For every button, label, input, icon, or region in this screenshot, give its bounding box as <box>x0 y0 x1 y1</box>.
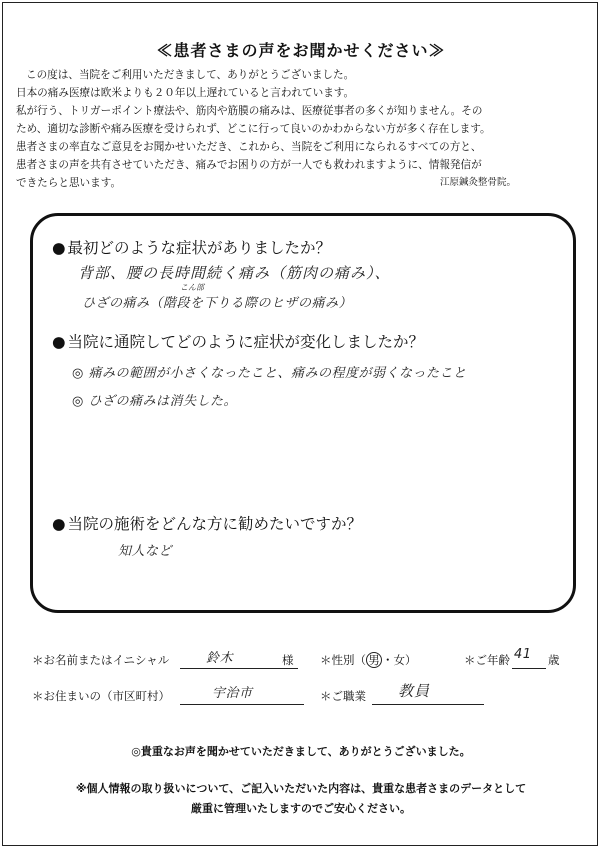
page-title: ≪患者さまの声をお聞かせください≫ <box>156 41 446 60</box>
gender-male-selected: 男 <box>366 652 382 668</box>
gender-female: 女 <box>393 653 405 667</box>
age-underline <box>512 668 546 669</box>
question-3 <box>52 512 362 534</box>
answer-1-annotation: こん部 <box>180 283 204 292</box>
intro-line: ため、適切な診断や痛み医療を受けられず、どこに行って良いのかわからない方が多く存在します。 <box>16 123 491 135</box>
question-2-label: 当院に通院してどのように症状が変化しましたか？ <box>67 333 425 351</box>
age-value: 41 <box>514 647 532 662</box>
question-1 <box>52 236 331 258</box>
address-underline <box>180 704 304 705</box>
answer-3: 知人など <box>118 544 173 559</box>
honorific: 様 <box>282 653 294 667</box>
gender-separator: ・ <box>382 653 394 667</box>
age-unit: 歳 <box>548 653 560 667</box>
answer-2-line-1: ◎ 痛みの範囲が小さくなったこと、痛みの程度が弱くなったこと <box>72 366 467 381</box>
intro-line: できたらと思います。 <box>16 177 122 189</box>
name-label: ＊お名前またはイニシャル <box>32 653 170 667</box>
answer-1-line-1: 背部、腰の長時間続く痛み（筋肉の痛み）、 <box>78 264 391 282</box>
question-1-label: 最初どのような症状がありましたか？ <box>67 239 332 257</box>
privacy-notice-line-1: ※個人情報の取り扱いについて、ご記入いただいた内容は、貴重な患者さまのデータとして <box>75 782 527 795</box>
name-value: 鈴木 <box>206 651 234 666</box>
intro-line: 患者さまの率直なご意見をお聞かせいただき、これから、当院をご利用になられるすべての方と、 <box>16 141 482 153</box>
question-3-label: 当院の施術をどんな方に勧めたいですか？ <box>67 515 363 533</box>
intro-line: 患者さまの声を共有させていただき、痛みでお困りの方が一人でも救われますように、情報発信が <box>16 159 482 171</box>
clinic-signature: 江原鍼灸整骨院。 <box>440 177 517 188</box>
intro-line: この度は、当院をご利用いただきまして、ありがとうございました。 <box>26 69 355 81</box>
gender-label: ＊性別 <box>320 653 355 667</box>
occupation-value: 教員 <box>398 682 431 700</box>
occupation-underline <box>372 704 484 705</box>
bullet-icon: ● <box>52 333 66 351</box>
intro-line: 日本の痛み医療は欧米よりも２０年以上遅れていると言われています。 <box>16 87 355 99</box>
answer-1-line-2: ひざの痛み（階段を下りる際のヒザの痛み） <box>82 296 353 311</box>
thanks-message: ◎貴重なお声を聞かせていただきまして、ありがとうございました。 <box>131 745 471 758</box>
privacy-notice-line-2: 厳重に管理いたしますのでご安心ください。 <box>191 802 411 815</box>
question-2 <box>52 330 424 352</box>
answer-2-line-2: ◎ ひざの痛みは消失した。 <box>72 394 237 409</box>
name-underline <box>180 668 298 669</box>
bullet-icon: ● <box>52 239 66 257</box>
address-label: ＊お住まいの（市区町村） <box>32 689 170 703</box>
age-label: ＊ご年齢 <box>464 653 510 667</box>
address-value: 宇治市 <box>212 686 253 701</box>
occupation-label: ＊ご職業 <box>320 689 366 703</box>
intro-line: 私が行う、トリガーポイント療法や、筋肉や筋膜の痛みは、医療従事者の多くが知りません。その <box>16 105 483 117</box>
gender-field: ＊性別（ 男 ・女） <box>320 653 417 667</box>
bullet-icon: ● <box>52 515 66 533</box>
